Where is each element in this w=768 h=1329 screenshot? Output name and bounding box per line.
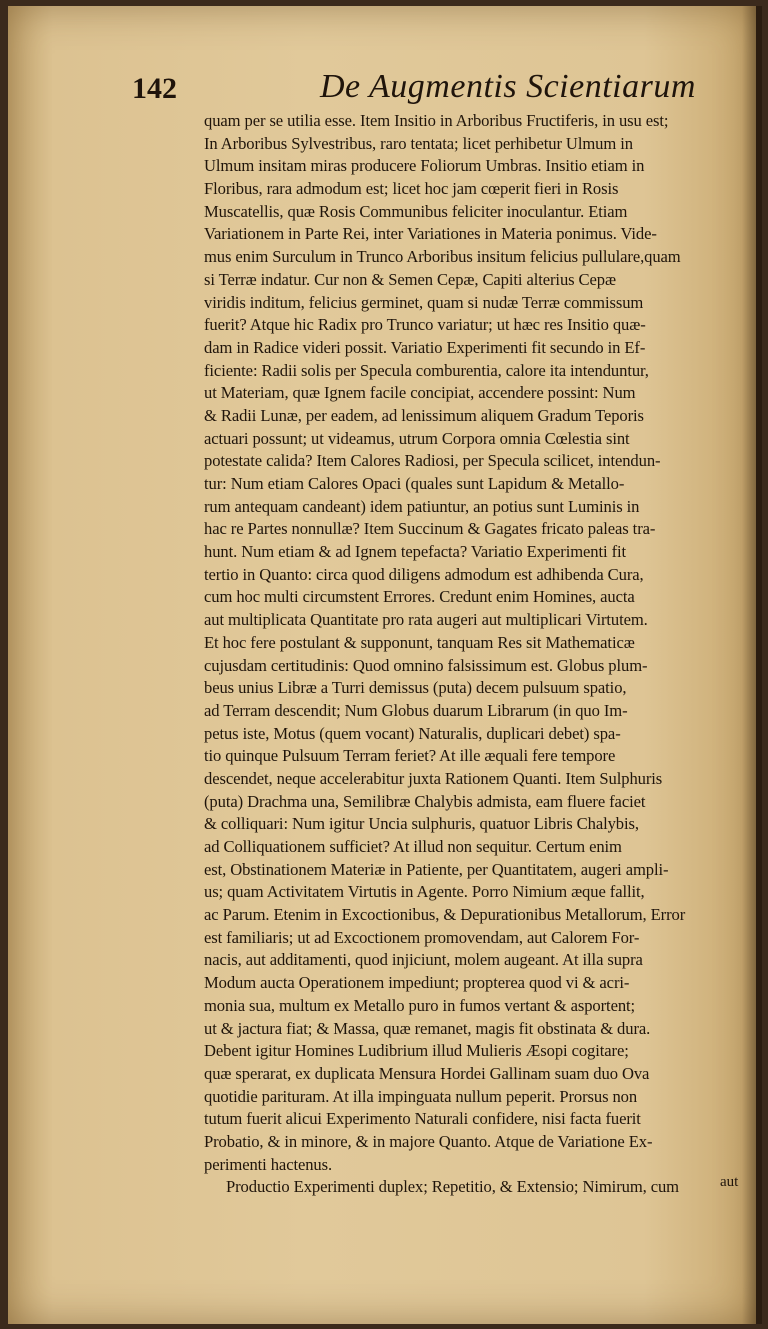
text-line: Variationem in Parte Rei, inter Variationes in Materia ponimus. Vide-	[204, 224, 657, 244]
text-line: ut & jactura fiat; & Massa, quæ remanet, magis fit obstinata & dura.	[204, 1018, 651, 1038]
text-line: dam in Radice videri possit. Variatio Experimenti fit secundo in Ef-	[204, 337, 646, 357]
text-line: ut Materiam, quæ Ignem facile concipiat, accendere possint: Num	[204, 383, 636, 403]
text-line: quam per se utilia esse. Item Insitio in Arboribus Fructiferis, in usu est;	[204, 111, 669, 130]
text-line: (puta) Drachma una, Semilibræ Chalybis admista, eam fluere faciet	[204, 791, 646, 811]
text-line: potestate calida? Item Calores Radiosi, per Specula scilicet, intendun-	[204, 451, 661, 471]
text-line: aut multiplicata Quantitate pro rata augeri aut multiplicari Virtutem.	[204, 610, 648, 630]
text-line: & Radii Lunæ, per eadem, ad lenissimum aliquem Gradum Teporis	[204, 405, 644, 425]
text-line: hunt. Num etiam & ad Ignem tepefacta? Variatio Experimenti fit	[204, 542, 627, 562]
text-line: cujusdam certitudinis: Quod omnino falsissimum est. Globus plum-	[204, 655, 648, 675]
running-head: De Augmentis Scientiarum	[320, 68, 696, 105]
body-text	[204, 110, 759, 1199]
text-line: hac re Partes nonnullæ? Item Succinum & Gagates fricato paleas tra-	[204, 519, 656, 539]
text-line: Et hoc fere postulant & supponunt, tanquam Res sit Mathematicæ	[204, 632, 635, 652]
text-line: ad Terram descendit; Num Globus duarum Librarum (in quo Im-	[204, 700, 628, 720]
text-line: In Arboribus Sylvestribus, raro tentata; licet perhibetur Ulmum in	[204, 133, 633, 153]
page-number: 142	[132, 72, 177, 105]
text-line: tutum fuerit alicui Experimento Naturali confidere, nisi facta fuerit	[204, 1109, 641, 1129]
text-line: & colliquari: Num igitur Uncia sulphuris, quatuor Libris Chalybis,	[204, 814, 639, 834]
text-line: actuari possunt; ut videamus, utrum Corpora omnia Cœlestia sint	[204, 428, 630, 448]
page-edge-shadow	[742, 6, 756, 1324]
page-header	[132, 66, 696, 116]
text-line: descendet, neque accelerabitur juxta Rationem Quanti. Item Sulphuris	[204, 768, 663, 788]
text-line: rum antequam candeant) idem patiuntur, an potius sunt Luminis in	[204, 496, 640, 516]
text-line: tertio in Quanto: circa quod diligens admodum est adhibenda Cura,	[204, 564, 644, 584]
text-line: mus enim Surculum in Trunco Arboribus insitum felicius pullulare,quam	[204, 247, 681, 267]
text-line: Productio Experimenti duplex; Repetitio, & Extensio; Nimirum, cum	[226, 1177, 679, 1197]
text-line: est familiaris; ut ad Excoctionem promovendam, aut Calorem For-	[204, 927, 640, 947]
text-line: quæ sperarat, ex duplicata Mensura Hordei Gallinam suam duo Ova	[204, 1063, 650, 1083]
text-line: Muscatellis, quæ Rosis Communibus feliciter inoculantur. Etiam	[204, 201, 628, 221]
text-line: quotidie parituram. At illa impinguata nullum peperit. Prorsus non	[204, 1086, 638, 1106]
text-line: ac Parum. Etenim in Excoctionibus, & Depurationibus Metallorum, Error	[204, 905, 686, 925]
catchword: aut	[720, 1174, 739, 1190]
text-line: us; quam Activitatem Virtutis in Agente. Porro Nimium æque fallit,	[204, 882, 645, 902]
text-line: Floribus, rara admodum est; licet hoc jam cœperit fieri in Rosis	[204, 179, 619, 199]
text-line: si Terræ indatur. Cur non & Semen Cepæ, Capiti alterius Cepæ	[204, 269, 616, 289]
text-line: Modum aucta Operationem impediunt; propterea quod vi & acri-	[204, 973, 630, 993]
text-line: viridis inditum, felicius germinet, quam si nudæ Terræ commissum	[204, 292, 644, 312]
text-line: est, Obstinationem Materiæ in Patiente, per Quantitatem, augeri ampli-	[204, 859, 669, 879]
text-line: petus iste, Motus (quem vocant) Naturalis, duplicari debet) spa-	[204, 723, 621, 743]
text-line: Ulmum insitam miras producere Foliorum Umbras. Insitio etiam in	[204, 156, 645, 176]
text-line: monia sua, multum ex Metallo puro in fumos vertant & asportent;	[204, 995, 636, 1015]
text-line: Probatio, & in minore, & in majore Quanto. Atque de Variatione Ex-	[204, 1131, 653, 1151]
text-line: perimenti hactenus.	[204, 1154, 333, 1174]
text-line: nacis, aut additamenti, quod injiciunt, molem augeant. At illa supra	[204, 950, 643, 970]
text-line: beus unius Libræ a Turri demissus (puta) decem pulsuum spatio,	[204, 678, 627, 698]
text-line: ficiente: Radii solis per Specula comburentia, calore ita intenduntur,	[204, 360, 649, 380]
book-page	[8, 6, 762, 1324]
text-line: tur: Num etiam Calores Opaci (quales sunt Lapidum & Metallo-	[204, 474, 625, 493]
text-line: Debent igitur Homines Ludibrium illud Mulieris Æsopi cogitare;	[204, 1041, 629, 1061]
text-line: cum hoc multi circumstent Errores. Credunt enim Homines, aucta	[204, 587, 635, 607]
text-line: ad Colliquationem sufficiet? At illud non sequitur. Certum enim	[204, 837, 622, 856]
text-line: tio quinque Pulsuum Terram feriet? At ille æquali fere tempore	[204, 746, 616, 766]
text-line: fuerit? Atque hic Radix pro Trunco variatur; ut hæc res Insitio quæ-	[204, 315, 646, 335]
